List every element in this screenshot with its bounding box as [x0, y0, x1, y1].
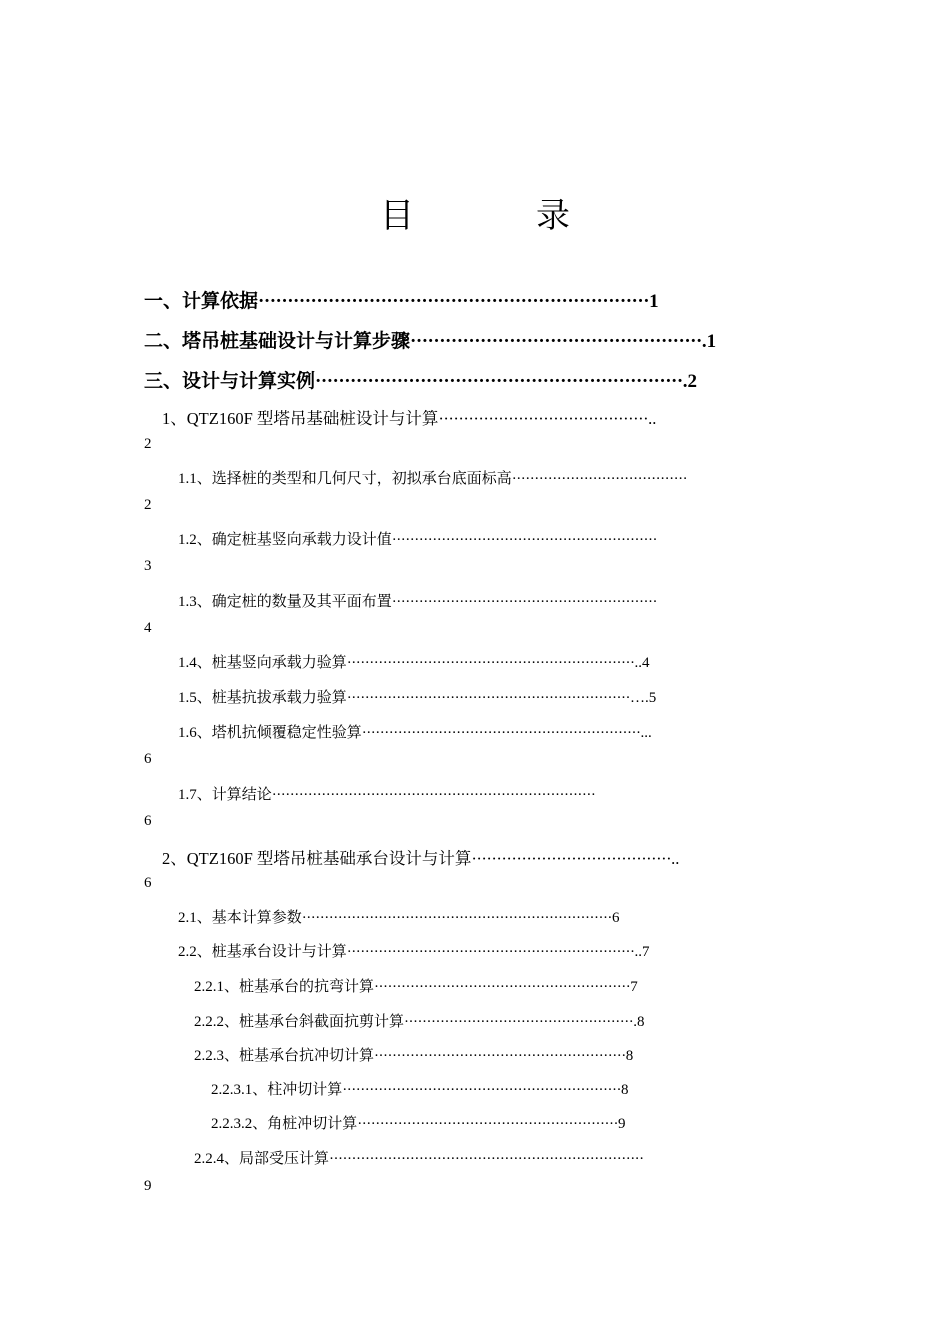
toc-entry-20[interactable] [194, 1147, 808, 1168]
toc-leader: ····································································· [301, 910, 612, 926]
toc-entry-text: 2.1、基本计算参数 [178, 910, 302, 926]
toc-entry-text: 1.3、确定桩的数量及其平面布置 [178, 594, 392, 610]
toc-leader: ········································································ [271, 787, 596, 803]
toc-entry-text: 1、QTZ160F 型塔吊基础桩设计与计算 [162, 409, 439, 428]
toc-entry-5[interactable] [178, 467, 808, 488]
toc-leader: ·········································· [438, 409, 649, 428]
toc-entry-text: 2、QTZ160F 型塔吊桩基础承台设计与计算 [162, 849, 472, 868]
toc-entry-text: 1.2、确定桩基竖向承载力设计值 [178, 532, 392, 548]
toc-page-number: ..4 [634, 655, 650, 671]
toc-leader: ······································································ [329, 1151, 644, 1167]
toc-leader: ··································································· [258, 291, 650, 312]
toc-entry-text: 三、设计与计算实例 [144, 370, 316, 392]
toc-entry-text: 二、塔吊桩基础设计与计算步骤 [144, 330, 411, 352]
toc-page-number-wrapped: 9 [144, 1178, 152, 1194]
toc-leader: ······························································· [315, 371, 683, 392]
toc-entry-9[interactable] [178, 686, 808, 707]
toc-page-number-wrapped: 2 [144, 436, 152, 452]
toc-entry-1[interactable] [144, 286, 808, 313]
toc-entry-text: 2.2.3.1、柱冲切计算 [211, 1082, 343, 1098]
toc-page-number: .2 [682, 371, 697, 392]
toc-leader: ······························································ [361, 725, 641, 741]
toc-page-number-wrapped: 6 [144, 875, 152, 891]
toc-entry-8[interactable] [178, 651, 808, 672]
toc-page-number: 8 [620, 1082, 629, 1098]
toc-entry-14[interactable] [178, 940, 808, 961]
toc-entry-text: 1.4、桩基竖向承载力验算 [178, 655, 347, 671]
toc-page-number: ….5 [629, 690, 657, 706]
toc-page-number-wrapped: 4 [144, 620, 152, 636]
toc-entry-text: 2.2.4、局部受压计算 [194, 1151, 330, 1167]
toc-page-number-wrapped: 3 [144, 558, 152, 574]
toc-leader: ·················································· [410, 331, 702, 352]
toc-page-number: ..7 [634, 944, 650, 960]
toc-leader: ································································ [346, 655, 635, 671]
toc-leader: ························································ [374, 1048, 626, 1064]
toc-page-number: 7 [630, 979, 638, 995]
toc-entry-19[interactable] [211, 1112, 808, 1133]
toc-leader: ······························································ [342, 1082, 621, 1098]
toc-entry-17[interactable] [194, 1044, 808, 1065]
toc-page-number: 6 [611, 910, 620, 926]
toc-leader: ······························································· [346, 690, 630, 706]
toc-leader: ························································· [374, 979, 631, 995]
toc-entry-18[interactable] [211, 1078, 808, 1099]
toc-leader: ······································· [511, 471, 688, 487]
toc-page-number-wrapped: 6 [144, 813, 152, 829]
toc-entry-text: 1.7、计算结论 [178, 787, 272, 803]
toc-entry-text: 2.2.3.2、角桩冲切计算 [211, 1116, 358, 1132]
toc-entry-text: 1.5、桩基抗拔承载力验算 [178, 690, 347, 706]
toc-entry-text: 一、计算依据 [144, 290, 259, 312]
toc-entry-text: 2.2.1、桩基承台的抗弯计算 [194, 979, 375, 995]
toc-entry-text: 2.2.2、桩基承台斜截面抗剪计算 [194, 1014, 405, 1030]
toc-entry-3[interactable] [144, 366, 808, 393]
toc-entry-text: 2.2、桩基承台设计与计算 [178, 944, 347, 960]
toc-leader: ········································ [471, 849, 672, 868]
toc-entry-text: 1.6、塔机抗倾覆稳定性验算 [178, 725, 362, 741]
toc-entry-16[interactable] [194, 1010, 808, 1031]
toc-entry-text: 2.2.3、桩基承台抗冲切计算 [194, 1048, 375, 1064]
toc-page-number: .1 [701, 331, 717, 352]
toc-page-number: .. [648, 409, 657, 428]
toc-title: 目 录 [380, 196, 614, 236]
toc-page-number: ... [640, 725, 652, 741]
toc-leader: ··························································· [391, 594, 657, 610]
toc-entry-12[interactable] [162, 845, 812, 869]
toc-page-number-wrapped: 2 [144, 497, 152, 513]
toc-entry-2[interactable] [144, 326, 808, 353]
toc-page-number-wrapped: 6 [144, 751, 152, 767]
toc-page-number: 1 [649, 291, 659, 312]
toc-page-number: 8 [625, 1048, 634, 1064]
toc-page-number: .8 [633, 1014, 645, 1030]
toc-entry-11[interactable] [178, 783, 808, 804]
toc-entry-13[interactable] [178, 906, 808, 927]
toc-entry-7[interactable] [178, 590, 808, 611]
toc-entry-4[interactable] [162, 405, 812, 429]
toc-entry-6[interactable] [178, 528, 808, 549]
toc-entry-10[interactable] [178, 721, 812, 742]
toc-entry-text: 1.1、选择桩的类型和几何尺寸，初拟承台底面标高 [178, 471, 512, 487]
toc-entry-15[interactable] [194, 975, 808, 996]
toc-page-number: 9 [617, 1116, 626, 1132]
toc-leader: ··························································· [391, 532, 657, 548]
toc-leader: ·························································· [357, 1116, 618, 1132]
toc-leader: ··················································· [404, 1014, 634, 1030]
toc-leader: ································································ [346, 944, 635, 960]
toc-page-number: .. [671, 849, 680, 868]
